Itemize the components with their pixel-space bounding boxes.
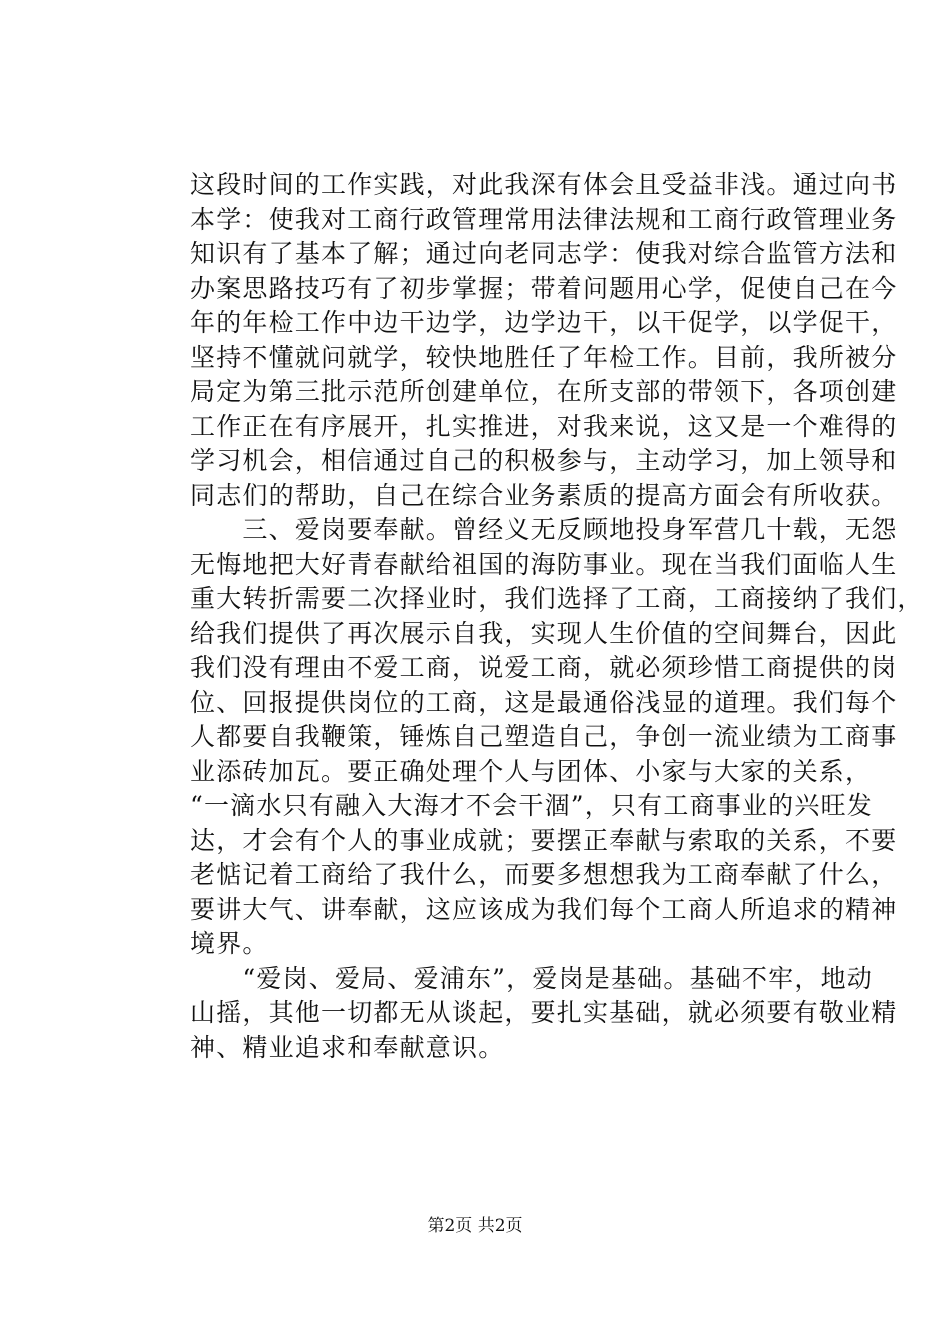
text-line: 学习机会，相信通过自己的积极参与，主动学习，加上领导和 (190, 446, 898, 475)
text-line: 神、精业追求和奉献意识。 (190, 1032, 505, 1062)
text-line: “一滴水只有融入大海才不会干涸”，只有工商事业的兴旺发 (190, 791, 873, 820)
text-line: 山摇，其他一切都无从谈起，要扎实基础，就必须要有敬业精 (190, 998, 898, 1027)
text-line: “爱岗、爱局、爱浦东”，爱岗是基础。基础不牢，地动 (190, 963, 873, 993)
text-line: 年的年检工作中边干边学，边学边干，以干促学，以学促干， (190, 308, 898, 337)
page-number: 第2页 共2页 (427, 1216, 523, 1236)
text-line: 境界。 (190, 929, 269, 958)
text-line: 老惦记着工商给了我什么，而要多想想我为工商奉献了什么， (190, 860, 898, 889)
text-line: 我们没有理由不爱工商，说爱工商，就必须珍惜工商提供的岗 (190, 653, 898, 682)
text-line: 三、爱岗要奉献。曾经义无反顾地投身军营几十载，无怨 (190, 515, 898, 544)
page-footer (0, 1214, 950, 1238)
text-line: 无悔地把大好青春献给祖国的海防事业。现在当我们面临人生 (190, 549, 898, 579)
text-line: 这段时间的工作实践，对此我深有体会且受益非浅。通过向书 (190, 170, 898, 199)
text-line: 局定为第三批示范所创建单位，在所支部的带领下，各项创建 (190, 377, 898, 406)
text-line: 给我们提供了再次展示自我，实现人生价值的空间舞台，因此 (190, 618, 898, 648)
text-line: 坚持不懂就问就学，较快地胜任了年检工作。目前，我所被分 (190, 342, 898, 372)
text-line: 业添砖加瓦。要正确处理个人与团体、小家与大家的关系， (190, 756, 872, 786)
text-line: 重大转折需要二次择业时，我们选择了工商，工商接纳了我们， (190, 584, 924, 613)
text-line: 同志们的帮助，自己在综合业务素质的提高方面会有所收获。 (190, 480, 898, 510)
text-line: 工作正在有序展开，扎实推进，对我来说，这又是一个难得的 (190, 411, 898, 441)
text-line: 位、回报提供岗位的工商，这是最通俗浅显的道理。我们每个 (190, 687, 898, 717)
text-line: 办案思路技巧有了初步掌握；带着问题用心学，促使自己在今 (190, 273, 898, 303)
text-line: 达，才会有个人的事业成就；要摆正奉献与索取的关系，不要 (190, 825, 898, 855)
text-line: 人都要自我鞭策，锤炼自己塑造自己，争创一流业绩为工商事 (190, 722, 898, 751)
body-text (190, 168, 924, 1065)
text-line: 要讲大气、讲奉献，这应该成为我们每个工商人所追求的精神 (190, 894, 898, 924)
text-line: 知识有了基本了解；通过向老同志学：使我对综合监管方法和 (190, 239, 898, 268)
text-line: 本学：使我对工商行政管理常用法律法规和工商行政管理业务 (190, 204, 898, 234)
